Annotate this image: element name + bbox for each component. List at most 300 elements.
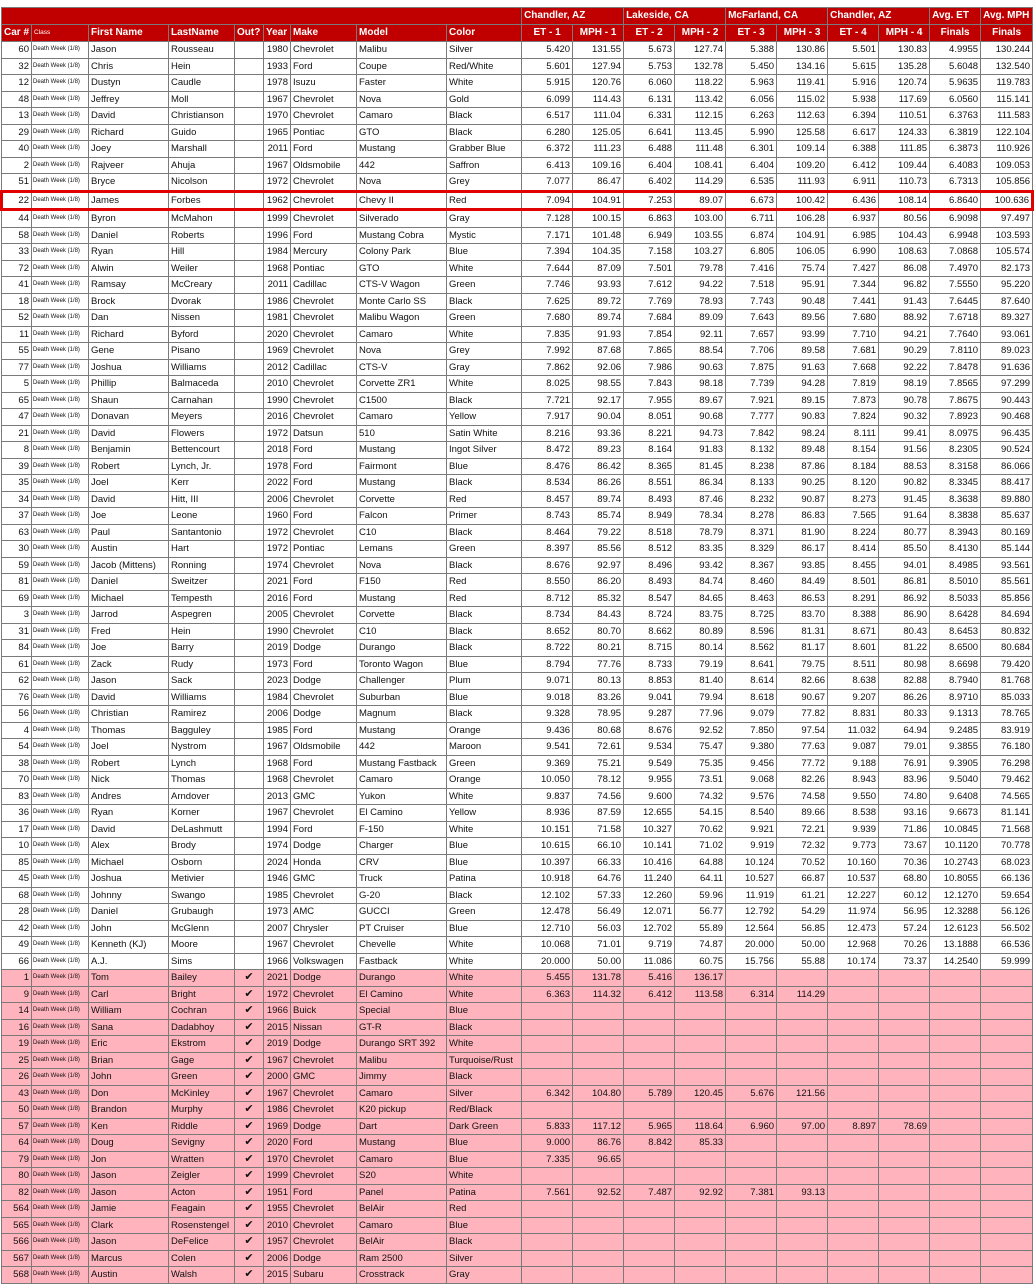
out-mark-cell: ✔ (235, 1201, 264, 1218)
car-number: 9 (2, 986, 32, 1003)
first-name-cell: Jarrod (89, 607, 169, 624)
make-cell: Chevrolet (291, 1085, 357, 1102)
color-cell: Red (447, 491, 522, 508)
model-cell: Durango (357, 970, 447, 987)
et-4-cell: 8.538 (828, 805, 879, 822)
table-row (2, 191, 1033, 210)
mph-1-cell (573, 1267, 624, 1284)
last-name-cell: Cochran (169, 1003, 235, 1020)
year-cell: 1994 (264, 821, 291, 838)
year-cell: 2020 (264, 1135, 291, 1152)
table-row (2, 277, 1033, 294)
mph-2-cell: 113.42 (675, 91, 726, 108)
car-number: 565 (2, 1217, 32, 1234)
mph-2-cell (675, 1267, 726, 1284)
first-name-cell: Nick (89, 772, 169, 789)
finals-mph-cell: 78.765 (981, 706, 1033, 723)
make-cell: AMC (291, 904, 357, 921)
mph-4-cell: 111.85 (879, 141, 930, 158)
out-mark-cell (235, 343, 264, 360)
year-cell: 2015 (264, 1019, 291, 1036)
first-name-cell: Alex (89, 838, 169, 855)
class-cell: Death Week (1/8) (32, 1052, 89, 1069)
make-cell: Chevrolet (291, 887, 357, 904)
finals-et-cell: 8.3943 (930, 524, 981, 541)
table-row (2, 174, 1033, 192)
et-2-cell: 12.071 (624, 904, 675, 921)
et-3-cell: 8.238 (726, 458, 777, 475)
model-cell: Yukon (357, 788, 447, 805)
class-cell: Death Week (1/8) (32, 174, 89, 192)
et-4-cell: 8.455 (828, 557, 879, 574)
car-number: 72 (2, 260, 32, 277)
et-2-cell: 5.789 (624, 1085, 675, 1102)
model-cell: S20 (357, 1168, 447, 1185)
et-2-cell: 8.051 (624, 409, 675, 426)
out-mark-cell (235, 42, 264, 59)
last-name-cell: Ramirez (169, 706, 235, 723)
table-row (2, 1102, 1033, 1119)
make-cell: Dodge (291, 1036, 357, 1053)
table-row (2, 937, 1033, 954)
car-number: 5 (2, 376, 32, 393)
et-4-cell: 11.032 (828, 722, 879, 739)
mph-2-cell: 74.32 (675, 788, 726, 805)
year-cell: 1968 (264, 260, 291, 277)
et-4-cell: 7.344 (828, 277, 879, 294)
et-2-cell: 7.253 (624, 191, 675, 210)
mph-4-cell (879, 1052, 930, 1069)
et-4-cell: 8.831 (828, 706, 879, 723)
color-cell: White (447, 1168, 522, 1185)
make-cell: Subaru (291, 1267, 357, 1284)
color-cell: Ingot Silver (447, 442, 522, 459)
model-cell: Nova (357, 91, 447, 108)
class-cell: Death Week (1/8) (32, 1135, 89, 1152)
et-3-cell: 7.657 (726, 326, 777, 343)
year-cell: 1978 (264, 458, 291, 475)
class-cell: Death Week (1/8) (32, 706, 89, 723)
et-4-cell (828, 1250, 879, 1267)
color-cell: Black (447, 607, 522, 624)
mph-2-cell: 93.42 (675, 557, 726, 574)
results-table-container (0, 7, 1031, 1284)
year-cell: 1967 (264, 1085, 291, 1102)
make-cell: Chevrolet (291, 689, 357, 706)
et-4-cell: 8.111 (828, 425, 879, 442)
finals-et-cell: 7.5550 (930, 277, 981, 294)
car-number: 81 (2, 574, 32, 591)
model-cell: K20 pickup (357, 1102, 447, 1119)
et-1-cell (522, 1069, 573, 1086)
make-cell: Chevrolet (291, 409, 357, 426)
finals-mph-cell: 115.141 (981, 91, 1033, 108)
table-row (2, 1085, 1033, 1102)
make-cell: Chevrolet (291, 191, 357, 210)
table-row (2, 524, 1033, 541)
et-3-cell: 8.596 (726, 623, 777, 640)
out-mark-cell: ✔ (235, 1217, 264, 1234)
model-cell: Colony Park (357, 244, 447, 261)
mph-3-cell (777, 1003, 828, 1020)
first-name-cell: Don (89, 1085, 169, 1102)
out-mark-cell (235, 739, 264, 756)
first-name-cell: James (89, 191, 169, 210)
make-cell: Chevrolet (291, 1217, 357, 1234)
et-2-cell: 8.493 (624, 491, 675, 508)
mph-4-cell: 78.69 (879, 1118, 930, 1135)
finals-et-cell: 9.3855 (930, 739, 981, 756)
mph-3-cell: 90.67 (777, 689, 828, 706)
mph-2-cell: 112.15 (675, 108, 726, 125)
car-number: 60 (2, 42, 32, 59)
column-header-mph-4: MPH - 4 (879, 25, 930, 42)
mph-4-cell (879, 1234, 930, 1251)
class-cell: Death Week (1/8) (32, 986, 89, 1003)
et-4-cell (828, 1201, 879, 1218)
finals-et-cell: 7.4970 (930, 260, 981, 277)
table-row (2, 920, 1033, 937)
et-1-cell (522, 1003, 573, 1020)
et-2-cell: 6.402 (624, 174, 675, 192)
et-4-cell: 5.501 (828, 42, 879, 59)
finals-et-cell (930, 1151, 981, 1168)
make-cell: Ford (291, 590, 357, 607)
year-cell: 1966 (264, 1003, 291, 1020)
et-1-cell (522, 1036, 573, 1053)
mph-3-cell: 86.17 (777, 541, 828, 558)
et-3-cell: 8.614 (726, 673, 777, 690)
et-3-cell: 8.133 (726, 475, 777, 492)
et-2-cell: 8.164 (624, 442, 675, 459)
column-header-mph-3: MPH - 3 (777, 25, 828, 42)
et-1-cell: 12.478 (522, 904, 573, 921)
color-cell: White (447, 260, 522, 277)
mph-4-cell: 71.86 (879, 821, 930, 838)
make-cell: Dodge (291, 1118, 357, 1135)
first-name-cell: Andres (89, 788, 169, 805)
make-cell: Chevrolet (291, 343, 357, 360)
mph-2-cell: 127.74 (675, 42, 726, 59)
first-name-cell: Joshua (89, 359, 169, 376)
et-4-cell: 8.671 (828, 623, 879, 640)
make-cell: Isuzu (291, 75, 357, 92)
finals-mph-cell: 66.536 (981, 937, 1033, 954)
car-number: 35 (2, 475, 32, 492)
mph-3-cell (777, 1069, 828, 1086)
first-name-cell: Carl (89, 986, 169, 1003)
color-cell: Satin White (447, 425, 522, 442)
et-4-cell: 8.120 (828, 475, 879, 492)
mph-1-cell: 66.10 (573, 838, 624, 855)
mph-2-cell: 113.58 (675, 986, 726, 1003)
car-number: 36 (2, 805, 32, 822)
first-name-cell: Benjamin (89, 442, 169, 459)
first-name-cell: Sana (89, 1019, 169, 1036)
column-header-model: Model (357, 25, 447, 42)
et-3-cell: 7.850 (726, 722, 777, 739)
year-cell: 1973 (264, 656, 291, 673)
mph-1-cell (573, 1217, 624, 1234)
mph-3-cell: 91.63 (777, 359, 828, 376)
et-2-cell: 7.854 (624, 326, 675, 343)
out-mark-cell (235, 722, 264, 739)
finals-mph-cell: 70.778 (981, 838, 1033, 855)
mph-2-cell: 103.27 (675, 244, 726, 261)
make-cell: Ford (291, 821, 357, 838)
et-1-cell: 20.000 (522, 953, 573, 970)
et-1-cell: 8.794 (522, 656, 573, 673)
mph-1-cell: 90.04 (573, 409, 624, 426)
last-name-cell: Walsh (169, 1267, 235, 1284)
finals-mph-cell: 59.654 (981, 887, 1033, 904)
et-3-cell: 6.263 (726, 108, 777, 125)
et-3-cell: 8.278 (726, 508, 777, 525)
mph-2-cell: 120.45 (675, 1085, 726, 1102)
mph-2-cell: 108.41 (675, 157, 726, 174)
model-cell: GUCCI (357, 904, 447, 921)
mph-2-cell: 79.94 (675, 689, 726, 706)
first-name-cell: David (89, 425, 169, 442)
mph-4-cell (879, 1184, 930, 1201)
et-3-cell (726, 1036, 777, 1053)
et-1-cell (522, 1250, 573, 1267)
et-3-cell: 8.232 (726, 491, 777, 508)
et-2-cell: 7.158 (624, 244, 675, 261)
mph-1-cell: 85.32 (573, 590, 624, 607)
make-cell: Chevrolet (291, 557, 357, 574)
finals-mph-cell: 76.180 (981, 739, 1033, 756)
et-2-cell (624, 1217, 675, 1234)
finals-et-cell: 5.9635 (930, 75, 981, 92)
class-cell: Death Week (1/8) (32, 244, 89, 261)
model-cell: Falcon (357, 508, 447, 525)
et-4-cell: 9.550 (828, 788, 879, 805)
et-3-cell: 7.875 (726, 359, 777, 376)
et-2-cell: 5.673 (624, 42, 675, 59)
car-number: 54 (2, 739, 32, 756)
class-cell: Death Week (1/8) (32, 409, 89, 426)
mph-4-cell: 70.36 (879, 854, 930, 871)
mph-3-cell (777, 1250, 828, 1267)
et-4-cell (828, 1019, 879, 1036)
make-cell: Chevrolet (291, 91, 357, 108)
mph-4-cell: 104.43 (879, 227, 930, 244)
out-mark-cell: ✔ (235, 1036, 264, 1053)
mph-4-cell: 109.44 (879, 157, 930, 174)
color-cell: Mystic (447, 227, 522, 244)
last-name-cell: Thomas (169, 772, 235, 789)
mph-4-cell (879, 1250, 930, 1267)
first-name-cell: Joey (89, 141, 169, 158)
mph-2-cell (675, 1003, 726, 1020)
make-cell: Dodge (291, 640, 357, 657)
model-cell: F-150 (357, 821, 447, 838)
last-name-cell: Colen (169, 1250, 235, 1267)
mph-3-cell (777, 1217, 828, 1234)
color-cell: Green (447, 904, 522, 921)
table-row (2, 491, 1033, 508)
mph-4-cell: 120.74 (879, 75, 930, 92)
mph-1-cell: 92.17 (573, 392, 624, 409)
mph-3-cell: 81.31 (777, 623, 828, 640)
mph-2-cell: 88.54 (675, 343, 726, 360)
model-cell: Durango SRT 392 (357, 1036, 447, 1053)
class-cell: Death Week (1/8) (32, 623, 89, 640)
finals-mph-cell (981, 1102, 1033, 1119)
color-cell: Yellow (447, 409, 522, 426)
model-cell: Mustang (357, 590, 447, 607)
first-name-cell: Daniel (89, 904, 169, 921)
et-2-cell: 7.843 (624, 376, 675, 393)
et-1-cell: 8.676 (522, 557, 573, 574)
mph-1-cell (573, 1168, 624, 1185)
mph-1-cell: 125.05 (573, 124, 624, 141)
model-cell: Toronto Wagon (357, 656, 447, 673)
color-cell: Primer (447, 508, 522, 525)
et-4-cell: 7.824 (828, 409, 879, 426)
first-name-cell: Jeffrey (89, 91, 169, 108)
table-row (2, 475, 1033, 492)
color-cell: Gold (447, 91, 522, 108)
color-cell: Patina (447, 1184, 522, 1201)
table-row (2, 1069, 1033, 1086)
mph-3-cell: 56.85 (777, 920, 828, 937)
et-3-cell: 6.404 (726, 157, 777, 174)
mph-2-cell: 83.35 (675, 541, 726, 558)
finals-et-cell: 12.3288 (930, 904, 981, 921)
finals-et-cell: 6.0560 (930, 91, 981, 108)
mph-2-cell: 118.64 (675, 1118, 726, 1135)
class-cell: Death Week (1/8) (32, 904, 89, 921)
mph-1-cell: 111.04 (573, 108, 624, 125)
table-row (2, 574, 1033, 591)
model-cell: Camaro (357, 108, 447, 125)
et-3-cell: 12.564 (726, 920, 777, 937)
finals-et-cell (930, 1184, 981, 1201)
finals-et-cell: 7.8923 (930, 409, 981, 426)
et-1-cell: 7.335 (522, 1151, 573, 1168)
mph-3-cell: 82.26 (777, 772, 828, 789)
mph-4-cell (879, 1102, 930, 1119)
first-name-cell: Alwin (89, 260, 169, 277)
mph-2-cell: 77.96 (675, 706, 726, 723)
et-2-cell (624, 1234, 675, 1251)
et-1-cell: 7.835 (522, 326, 573, 343)
make-cell: Pontiac (291, 124, 357, 141)
mph-1-cell: 80.70 (573, 623, 624, 640)
class-cell: Death Week (1/8) (32, 475, 89, 492)
et-3-cell: 9.919 (726, 838, 777, 855)
et-2-cell: 8.662 (624, 623, 675, 640)
color-cell: Blue (447, 1135, 522, 1152)
finals-et-cell (930, 986, 981, 1003)
finals-mph-cell (981, 1201, 1033, 1218)
mph-3-cell (777, 1102, 828, 1119)
finals-mph-cell: 89.327 (981, 310, 1033, 327)
make-cell: Chevrolet (291, 805, 357, 822)
et-1-cell: 8.550 (522, 574, 573, 591)
finals-et-cell (930, 1135, 981, 1152)
year-cell: 2005 (264, 607, 291, 624)
make-cell: Chevrolet (291, 1201, 357, 1218)
finals-mph-cell: 56.502 (981, 920, 1033, 937)
class-cell: Death Week (1/8) (32, 210, 89, 228)
last-name-cell: Christianson (169, 108, 235, 125)
finals-mph-cell: 91.636 (981, 359, 1033, 376)
class-cell: Death Week (1/8) (32, 953, 89, 970)
make-cell: Ford (291, 508, 357, 525)
make-cell: Chevrolet (291, 1151, 357, 1168)
et-4-cell: 6.388 (828, 141, 879, 158)
finals-mph-cell: 59.999 (981, 953, 1033, 970)
class-cell: Death Week (1/8) (32, 871, 89, 888)
year-cell: 1970 (264, 108, 291, 125)
class-cell: Death Week (1/8) (32, 920, 89, 937)
year-cell: 2024 (264, 854, 291, 871)
first-name-cell: Rajveer (89, 157, 169, 174)
out-mark-cell (235, 124, 264, 141)
year-cell: 1972 (264, 524, 291, 541)
class-cell: Death Week (1/8) (32, 541, 89, 558)
mph-3-cell: 97.54 (777, 722, 828, 739)
year-cell: 1985 (264, 887, 291, 904)
et-4-cell: 8.154 (828, 442, 879, 459)
first-name-cell: Phillip (89, 376, 169, 393)
year-cell: 1980 (264, 42, 291, 59)
out-mark-cell (235, 475, 264, 492)
finals-mph-cell (981, 1036, 1033, 1053)
year-cell: 1967 (264, 91, 291, 108)
mph-3-cell: 114.29 (777, 986, 828, 1003)
class-cell: Death Week (1/8) (32, 260, 89, 277)
make-cell: Chevrolet (291, 1102, 357, 1119)
class-cell: Death Week (1/8) (32, 937, 89, 954)
et-4-cell (828, 1052, 879, 1069)
et-2-cell: 9.534 (624, 739, 675, 756)
color-cell: Black (447, 1019, 522, 1036)
et-3-cell: 8.367 (726, 557, 777, 574)
et-4-cell: 6.911 (828, 174, 879, 192)
mph-3-cell: 86.53 (777, 590, 828, 607)
finals-mph-cell (981, 970, 1033, 987)
column-header-row (2, 25, 1033, 42)
mph-3-cell: 93.99 (777, 326, 828, 343)
mph-1-cell: 87.59 (573, 805, 624, 822)
last-name-cell: DeLashmutt (169, 821, 235, 838)
mph-4-cell: 86.92 (879, 590, 930, 607)
model-cell: Malibu Wagon (357, 310, 447, 327)
class-cell: Death Week (1/8) (32, 1201, 89, 1218)
last-name-cell: Kerr (169, 475, 235, 492)
model-cell: 442 (357, 157, 447, 174)
car-number: 38 (2, 755, 32, 772)
results-body (2, 42, 1033, 1284)
et-1-cell: 5.420 (522, 42, 573, 59)
color-cell: Blue (447, 1217, 522, 1234)
finals-et-cell: 8.3158 (930, 458, 981, 475)
last-name-cell: Sevigny (169, 1135, 235, 1152)
table-row (2, 124, 1033, 141)
et-2-cell (624, 1267, 675, 1284)
car-number: 3 (2, 607, 32, 624)
out-mark-cell (235, 755, 264, 772)
et-4-cell: 6.394 (828, 108, 879, 125)
et-4-cell: 9.939 (828, 821, 879, 838)
mph-3-cell: 125.58 (777, 124, 828, 141)
year-cell: 1985 (264, 722, 291, 739)
last-name-cell: Williams (169, 359, 235, 376)
